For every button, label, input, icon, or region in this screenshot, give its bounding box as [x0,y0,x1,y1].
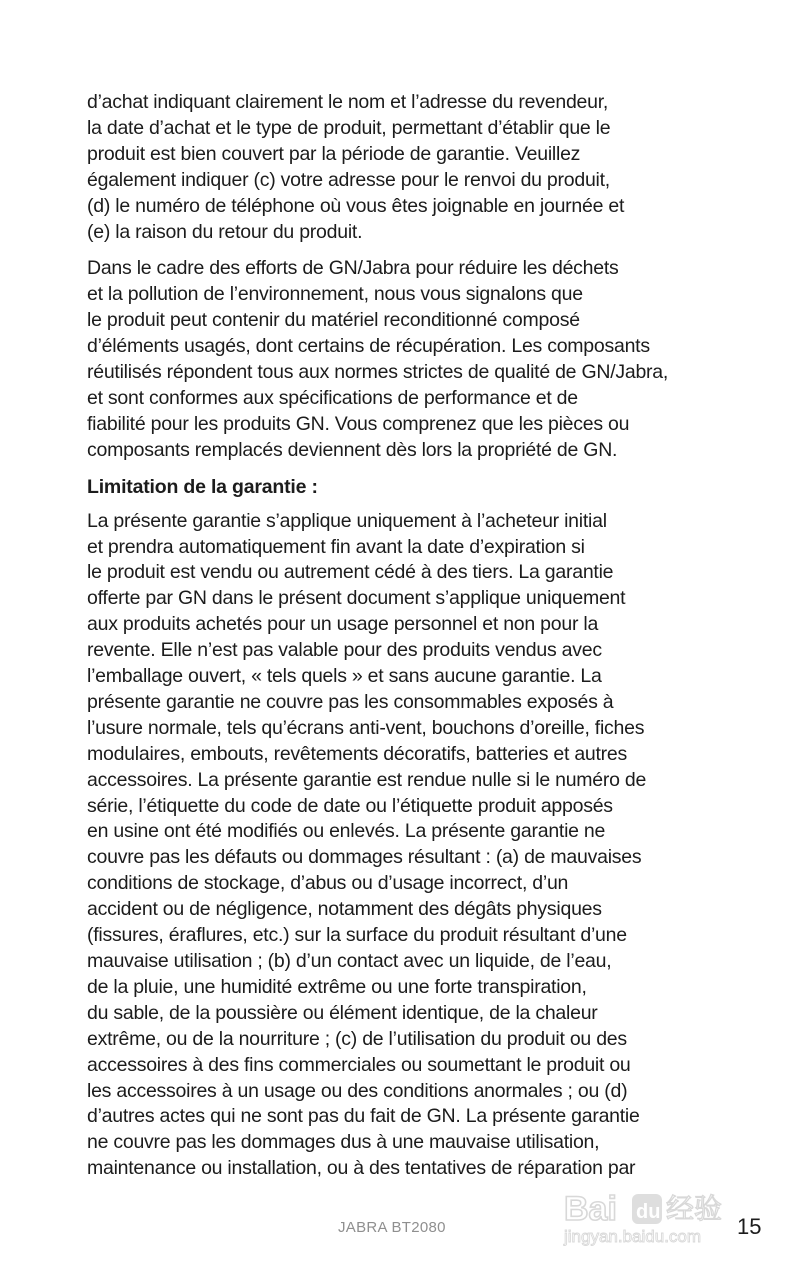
text-line: accident ou de négligence, notamment des dégâts physiques [87,898,602,921]
text-line: du sable, de la poussière ou élément identique, de la chaleur [87,1001,598,1024]
text-line: l’emballage ouvert, « tels quels » et sans aucune garantie. La [87,665,602,688]
text-line: de la pluie, une humidité extrême ou une forte transpiration, [87,975,587,998]
text-line: revente. Elle n’est pas valable pour des produits vendus avec [87,639,602,662]
svg-text:jingyan.baidu.com: jingyan.baidu.com [564,1227,702,1246]
paw-icon [632,1194,662,1224]
text-line: et prendra automatiquement fin avant la date d’expiration si [87,535,585,558]
baidu-watermark-logo [562,1180,742,1250]
text-line: fiabilité pour les produits GN. Vous comprenez que les pièces ou [87,412,630,435]
text-line: mauvaise utilisation ; (b) d’un contact avec un liquide, de l’eau, [87,950,612,972]
text-line: conditions de stockage, d’abus ou d’usage incorrect, d’un [87,872,569,895]
text-line: maintenance ou installation, ou à des tentatives de réparation par [87,1157,636,1180]
text-line: et la pollution de l’environnement, nous vous signalons que [87,283,583,306]
svg-text:经验: 经验 [666,1192,723,1225]
text-line: ne couvre pas les dommages dus à une mauvaise utilisation, [87,1131,600,1154]
document-body [87,90,727,1193]
text-line: le produit est vendu ou autrement cédé à des tiers. La garantie [87,561,614,584]
text-line: également indiquer (c) votre adresse pour le renvoi du produit, [87,168,610,191]
svg-text:du: du [636,1201,661,1223]
text-line: (fissures, éraflures, etc.) sur la surface du produit résultant d’une [87,924,627,947]
text-line: d’éléments usagés, dont certains de récupération. Les composants [87,335,650,358]
text-line: modulaires, embouts, revêtements décoratifs, batteries et autres [87,742,628,765]
text-line: composants remplacés deviennent dès lors la propriété de GN. [87,438,618,461]
text-line: offerte par GN dans le présent document s’applique uniquement [87,587,626,610]
page-number: 15 [737,1214,762,1239]
text-line: Dans le cadre des efforts de GN/Jabra pour réduire les déchets [87,257,619,280]
text-line: (d) le numéro de téléphone où vous êtes joignable en journée et [87,194,625,217]
text-line: d’autres actes qui ne sont pas du fait de GN. La présente garantie [87,1105,640,1128]
text-line: la date d’achat et le type de produit, permettant d’établir que le [87,116,611,139]
text-line: série, l’étiquette du code de date ou l’étiquette produit apposés [87,794,613,817]
text-line: le produit peut contenir du matériel reconditionné composé [87,309,580,332]
text-line: (e) la raison du retour du produit. [87,220,363,243]
text-line: extrême, ou de la nourriture ; (c) de l’utilisation du produit ou des [87,1027,627,1050]
text-line: d’achat indiquant clairement le nom et l’adresse du revendeur, [87,91,609,113]
text-line: aux produits achetés pour un usage personnel et non pour la [87,613,599,636]
text-line: La présente garantie s’applique uniquement à l’acheteur initial [87,509,607,532]
paragraph-warranty-limitation [87,509,727,1183]
text-line: l’usure normale, tels qu’écrans anti-vent, bouchons d’oreille, fiches [87,716,645,739]
text-line: et sont conformes aux spécifications de performance et de [87,386,578,409]
text-line: produit est bien couvert par la période de garantie. Veuillez [87,142,581,165]
paragraph-refurbished-parts [87,256,727,463]
text-line: en usine ont été modifiés ou enlevés. La présente garantie ne [87,820,606,843]
svg-text:Bai: Bai [564,1190,617,1228]
text-line: les accessoires à un usage ou des conditions anormales ; ou (d) [87,1079,628,1102]
footer-product-label: JABRA BT2080 [338,1219,446,1236]
text-line: accessoires. La présente garantie est rendue nulle si le numéro de [87,768,647,791]
text-line: couvre pas les défauts ou dommages résultant : (a) de mauvaises [87,846,642,869]
section-heading: Limitation de la garantie : [87,475,318,498]
text-line: présente garantie ne couvre pas les consommables exposés à [87,690,614,713]
paragraph-return-info [87,90,727,245]
text-line: accessoires à des fins commerciales ou soumettant le produit ou [87,1053,631,1076]
text-line: réutilisés répondent tous aux normes strictes de qualité de GN/Jabra, [87,361,669,384]
